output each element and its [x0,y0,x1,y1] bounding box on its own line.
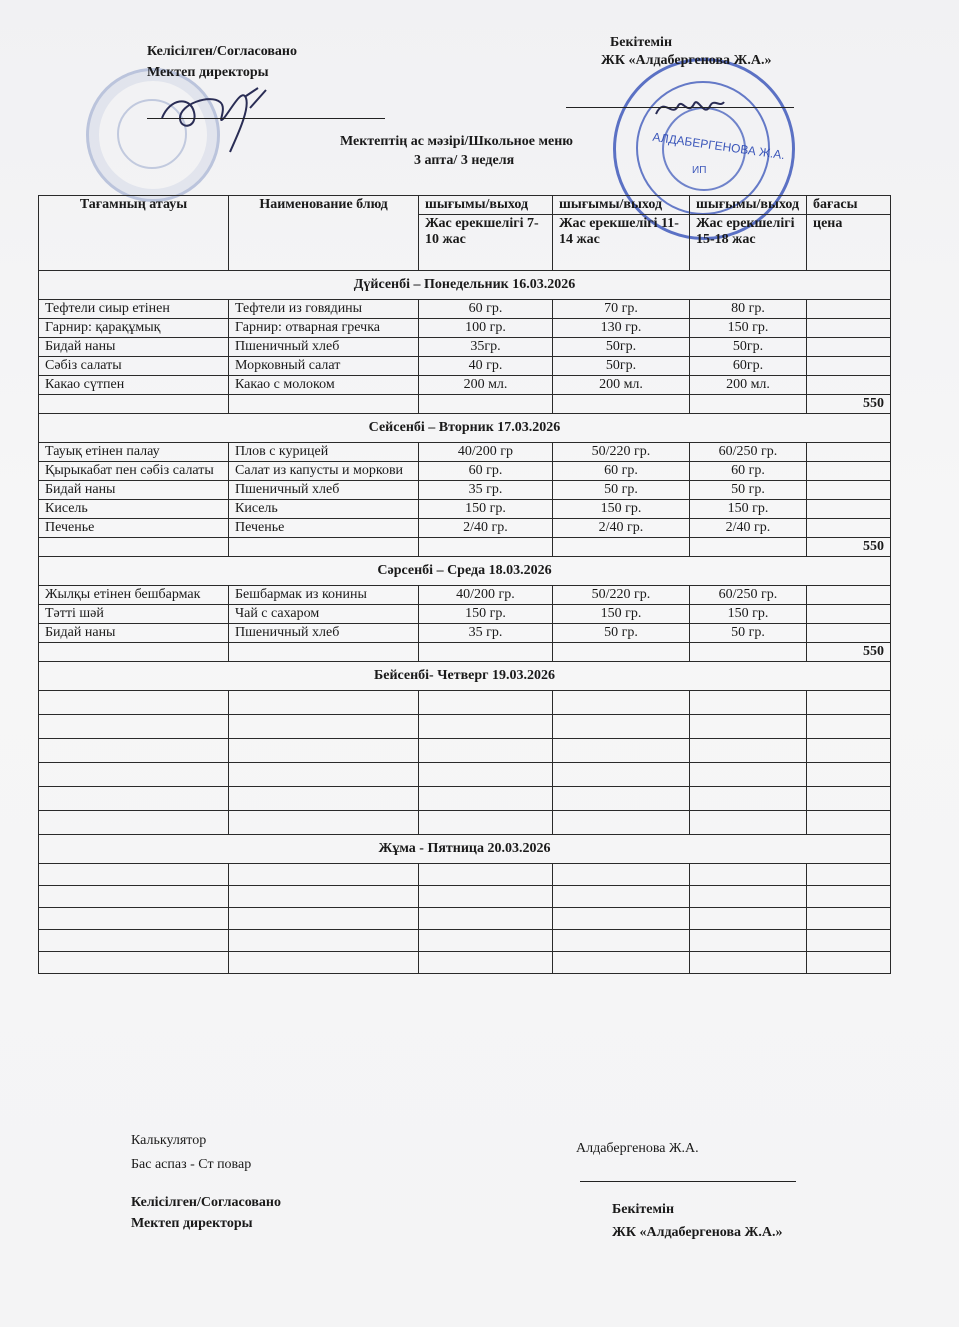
table-cell [553,691,690,715]
table-row [39,357,891,376]
table-cell [419,886,553,908]
table-cell [229,739,419,763]
table-cell: Кисель [39,500,229,519]
table-cell [419,691,553,715]
footer-calc: Калькулятор [131,1133,207,1148]
table-cell [229,691,419,715]
day-header-row [39,835,891,864]
table-cell [690,811,807,835]
table-cell: Какао с молоком [229,376,419,395]
table-cell [553,908,690,930]
table-row [39,605,891,624]
table-cell [39,886,229,908]
table-cell [807,886,891,908]
header-output-2: шығымы/выход [553,196,690,215]
day-total-price: 550 [807,538,891,557]
day-title: Дүйсенбі – Понедельник 16.03.2026 [39,271,891,300]
table-cell [690,691,807,715]
table-cell: 150 гр. [690,605,807,624]
table-cell [807,481,891,500]
table-cell: Бидай наны [39,481,229,500]
footer-left-title: Келісілген/Согласовано [131,1195,281,1210]
table-cell [39,908,229,930]
footer-right-subtitle: ЖК «Алдабергенова Ж.А.» [612,1225,783,1240]
table-cell: Салат из капусты и моркови [229,462,419,481]
total-row [39,395,891,414]
table-cell [229,886,419,908]
table-cell [690,538,807,557]
table-cell [39,538,229,557]
table-cell: 200 мл. [690,376,807,395]
footer-signature-line [580,1181,796,1182]
header-dish-kz: Тағамның атауы [39,196,229,271]
empty-row [39,930,891,952]
total-row [39,538,891,557]
table-cell: 2/40 гр. [553,519,690,538]
table-cell [419,538,553,557]
empty-row [39,715,891,739]
table-row [39,338,891,357]
table-cell [229,930,419,952]
table-cell: 2/40 гр. [419,519,553,538]
table-cell [39,739,229,763]
stamp-name: АЛДАБЕРГЕНОВА Ж.А. [651,129,786,163]
table-cell [553,643,690,662]
table-cell: Бешбармак из конины [229,586,419,605]
header-left-title: Келісілген/Согласовано [147,44,297,59]
table-cell [807,319,891,338]
empty-row [39,886,891,908]
table-cell [553,811,690,835]
empty-row [39,739,891,763]
table-cell [807,500,891,519]
table-cell [39,930,229,952]
table-cell [39,952,229,974]
table-cell [553,886,690,908]
document-title: Мектептің ас мәзірі/Школьное меню [340,134,573,149]
footer-chef-name: Алдабергенова Ж.А. [576,1141,699,1156]
table-cell [807,605,891,624]
table-cell: 35 гр. [419,481,553,500]
table-row [39,300,891,319]
table-cell [807,952,891,974]
menu-table [38,195,891,974]
table-cell: Тәтті шәй [39,605,229,624]
table-cell [39,864,229,886]
table-cell: Тауық етінен палау [39,443,229,462]
table-cell [229,864,419,886]
table-cell: 150 гр. [553,500,690,519]
table-cell [807,357,891,376]
table-cell: 150 гр. [419,500,553,519]
table-cell: 50/220 гр. [553,443,690,462]
table-cell [419,395,553,414]
day-title: Сейсенбі – Вторник 17.03.2026 [39,414,891,443]
table-cell [807,715,891,739]
table-cell [690,739,807,763]
table-cell [690,763,807,787]
table-cell: Сәбіз салаты [39,357,229,376]
table-cell [807,908,891,930]
table-cell: Кисель [229,500,419,519]
table-cell [690,715,807,739]
day-title: Бейсенбі- Четверг 19.03.2026 [39,662,891,691]
table-cell [419,715,553,739]
table-cell: 50 гр. [690,481,807,500]
table-cell [39,395,229,414]
table-cell: 150 гр. [690,500,807,519]
table-cell: 150 гр. [419,605,553,624]
empty-row [39,811,891,835]
document-subtitle: 3 апта/ 3 неделя [414,153,515,168]
table-cell: Плов с курицей [229,443,419,462]
table-cell: 50/220 гр. [553,586,690,605]
table-cell [229,643,419,662]
footer-right-title: Бекітемін [612,1202,675,1217]
table-cell: Печенье [39,519,229,538]
header-dish-ru: Наименование блюд [229,196,419,271]
empty-row [39,952,891,974]
table-cell [553,715,690,739]
table-row [39,376,891,395]
table-cell [39,787,229,811]
table-row [39,481,891,500]
table-cell [807,787,891,811]
table-cell: Пшеничный хлеб [229,624,419,643]
table-cell: Печенье [229,519,419,538]
header-age-15-18: Жас ерекшелігі 15-18 жас [690,215,807,271]
table-cell: 100 гр. [419,319,553,338]
table-cell [229,787,419,811]
table-cell: 50 гр. [690,624,807,643]
table-cell [553,952,690,974]
table-cell [807,930,891,952]
footer-left-subtitle: Мектеп директоры [131,1216,253,1231]
table-cell [229,395,419,414]
table-cell [229,952,419,974]
signature-line-left [147,118,385,119]
day-header-row [39,662,891,691]
table-cell [39,715,229,739]
table-cell [553,763,690,787]
table-cell [807,462,891,481]
table-cell [229,811,419,835]
table-cell [690,643,807,662]
table-cell: 70 гр. [553,300,690,319]
table-cell [419,787,553,811]
table-cell [807,519,891,538]
table-cell [807,376,891,395]
table-cell [419,952,553,974]
table-cell: Бидай наны [39,624,229,643]
table-cell [807,624,891,643]
table-cell [229,908,419,930]
table-cell: Гарнир: отварная гречка [229,319,419,338]
table-cell [690,930,807,952]
day-header-row [39,557,891,586]
owner-signature-icon [650,88,730,128]
table-cell: 50гр. [553,338,690,357]
table-cell: 60 гр. [553,462,690,481]
table-cell [39,691,229,715]
table-cell: 35гр. [419,338,553,357]
table-cell [553,864,690,886]
table-cell: 60 гр. [419,462,553,481]
header-output-1: шығымы/выход [419,196,553,215]
table-cell: 60гр. [690,357,807,376]
table-row [39,462,891,481]
table-cell [690,395,807,414]
table-cell: 50 гр. [553,624,690,643]
table-cell [690,864,807,886]
table-cell [229,715,419,739]
table-cell: 2/40 гр. [690,519,807,538]
table-cell [807,739,891,763]
table-header-row [39,196,891,215]
table-cell [807,338,891,357]
footer-chef: Бас аспаз - Ст повар [131,1157,252,1172]
table-cell [690,952,807,974]
table-cell [553,538,690,557]
table-row [39,443,891,462]
table-cell: Морковный салат [229,357,419,376]
table-row [39,586,891,605]
table-row [39,319,891,338]
table-cell [807,586,891,605]
signature-line-right [566,107,794,108]
header-age-11-14: Жас ерекшелігі 11-14 жас [553,215,690,271]
table-cell [419,739,553,763]
table-cell: Пшеничный хлеб [229,338,419,357]
table-cell [553,787,690,811]
table-row [39,624,891,643]
table-cell [229,538,419,557]
header-right-title: Бекітемін [610,35,673,50]
table-cell [690,787,807,811]
empty-row [39,787,891,811]
table-cell: 60 гр. [419,300,553,319]
header-right-subtitle: ЖК «Алдабергенова Ж.А.» [601,53,772,68]
table-cell: 150 гр. [553,605,690,624]
table-cell [419,763,553,787]
table-cell [807,811,891,835]
day-title: Жұма - Пятница 20.03.2026 [39,835,891,864]
table-cell [807,443,891,462]
table-cell [690,886,807,908]
header-age-7-10: Жас ерекшелігі 7-10 жас [419,215,553,271]
table-cell [39,763,229,787]
day-title: Сәрсенбі – Среда 18.03.2026 [39,557,891,586]
header-price-ru: цена [807,215,891,271]
table-cell [39,811,229,835]
header-left-subtitle: Мектеп директоры [147,65,269,80]
table-cell: 60/250 гр. [690,586,807,605]
table-cell: 40 гр. [419,357,553,376]
table-cell: Пшеничный хлеб [229,481,419,500]
table-cell [807,763,891,787]
header-output-3: шығымы/выход [690,196,807,215]
table-cell [807,864,891,886]
day-total-price: 550 [807,643,891,662]
header-price-kz: бағасы [807,196,891,215]
table-cell: 50гр. [690,338,807,357]
table-cell [553,395,690,414]
day-header-row [39,414,891,443]
table-cell: 80 гр. [690,300,807,319]
empty-row [39,691,891,715]
table-cell [807,300,891,319]
stamp-ip: ИП [692,165,707,176]
table-cell: Бидай наны [39,338,229,357]
table-cell: 35 гр. [419,624,553,643]
table-cell [553,739,690,763]
table-cell [39,643,229,662]
table-cell: 130 гр. [553,319,690,338]
table-cell: 60 гр. [690,462,807,481]
total-row [39,643,891,662]
table-cell: 200 мл. [419,376,553,395]
table-row [39,519,891,538]
day-total-price: 550 [807,395,891,414]
empty-row [39,908,891,930]
table-cell [419,811,553,835]
empty-row [39,763,891,787]
table-cell [419,908,553,930]
table-cell [807,691,891,715]
table-cell: Какао сүтпен [39,376,229,395]
table-cell: 150 гр. [690,319,807,338]
table-cell [690,908,807,930]
table-cell [553,930,690,952]
table-cell: Жылқы етінен бешбармак [39,586,229,605]
table-cell: 40/200 гр. [419,586,553,605]
table-cell: 60/250 гр. [690,443,807,462]
table-cell: Қырыкабат пен сәбіз салаты [39,462,229,481]
empty-row [39,864,891,886]
table-cell: Гарнир: қарақұмық [39,319,229,338]
table-cell: Тефтели из говядины [229,300,419,319]
table-cell: Тефтели сиыр етінен [39,300,229,319]
table-row [39,500,891,519]
table-cell: Чай с сахаром [229,605,419,624]
day-header-row [39,271,891,300]
table-cell: 40/200 гр [419,443,553,462]
table-cell: 50гр. [553,357,690,376]
table-cell [419,643,553,662]
table-cell [419,930,553,952]
table-cell: 50 гр. [553,481,690,500]
table-cell: 200 мл. [553,376,690,395]
table-cell [419,864,553,886]
table-cell [229,763,419,787]
